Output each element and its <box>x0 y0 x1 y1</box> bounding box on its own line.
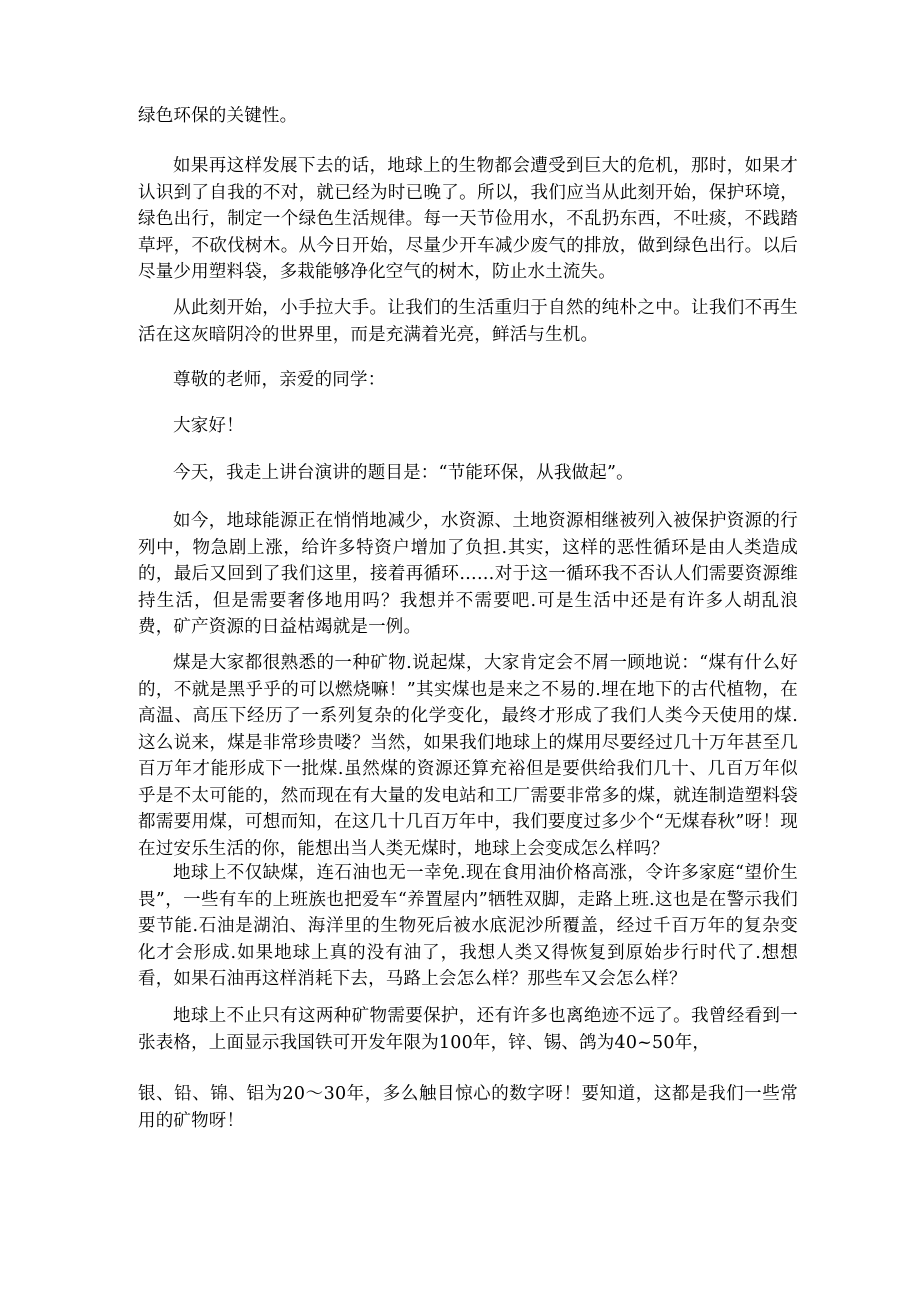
greeting: 大家好！ <box>173 416 244 436</box>
paragraph-1: 绿色环保的关键性。 <box>138 106 298 126</box>
speech-topic: 今天，我走上讲台演讲的题目是：“节能环保，从我做起”。 <box>173 463 634 483</box>
paragraph-oil: 地球上不仅缺煤，连石油也无一幸免.现在食用油价格高涨，令许多家庭“望价生畏”，一些有车的上班族也把爱车“养置屋内”牺牲双脚，走路上班.这也是在警示我们要节能.石油是湖泊、海洋里的生物死后被水底泥沙所覆盖，经过千百万年的复杂变化才会形成.如果地球上真的没有油了，我想人类又得恢复到原始步行时代了.想想看，如果石油再这样消耗下去，马路上会怎么样？那些车又会怎么样？ <box>138 863 798 989</box>
paragraph-minerals-continued: 银、铅、锦、铝为20～30年，多么触目惊心的数字呀！要知道，这都是我们一些常用的矿物呀！ <box>138 1084 798 1131</box>
paragraph-2: 如果再这样发展下去的话，地球上的生物都会遭受到巨大的危机，那时，如果才认识到了自我的不对，就已经为时已晚了。所以，我们应当从此刻开始，保护环境，绿色出行，制定一个绿色生活规律。每一天节俭用水，不乱扔东西，不吐痰，不践踏草坪，不砍伐树木。从今日开始，尽量少开车减少废气的排放，做到绿色出行。以后尽量少用塑料袋，多栽能够净化空气的树木，防止水土流失。 <box>138 156 798 282</box>
salutation: 尊敬的老师，亲爱的同学： <box>173 370 386 390</box>
paragraph-3: 从此刻开始，小手拉大手。让我们的生活重归于自然的纯朴之中。让我们不再生活在这灰暗阴冷的世界里，而是充满着光亮，鲜活与生机。 <box>138 298 798 345</box>
paragraph-minerals: 地球上不止只有这两种矿物需要保护，还有许多也离绝迹不远了。我曾经看到一张表格，上面显示我国铁可开发年限为100年，锌、锡、鸽为40~50年， <box>138 1006 798 1053</box>
paragraph-coal: 煤是大家都很熟悉的一种矿物.说起煤，大家肯定会不屑一顾地说：“煤有什么好的，不就是黑乎乎的可以燃烧嘛！”其实煤也是来之不易的.埋在地下的古代植物，在高温、高压下经历了一系列复杂的化学变化，最终才形成了我们人类今天使用的煤.这么说来，煤是非常珍贵喽？当然，如果我们地球上的煤用尽要经过几十万年甚至几百万年才能形成下一批煤.虽然煤的资源还算充裕但是要供给我们几十、几百万年似乎是不太可能的，然而现在有大量的发电站和工厂需要非常多的煤，就连制造塑料袋都需要用煤，可想而知，在这几十几百万年中，我们要度过多少个“无煤春秋”呀！现在过安乐生活的你，能想出当人类无煤时，地球上会变成怎么样吗？ <box>138 653 798 859</box>
paragraph-resources: 如今，地球能源正在悄悄地减少，水资源、土地资源相继被列入被保护资源的行列中，物急剧上涨，给许多特资户增加了负担.其实，这样的恶性循环是由人类造成的，最后又回到了我们这里，接着再循环……对于这一循环我不否认人们需要资源维持生活，但是需要奢侈地用吗？我想并不需要吧.可是生活中还是有许多人胡乱浪费，矿产资源的日益枯竭就是一例。 <box>138 511 798 637</box>
